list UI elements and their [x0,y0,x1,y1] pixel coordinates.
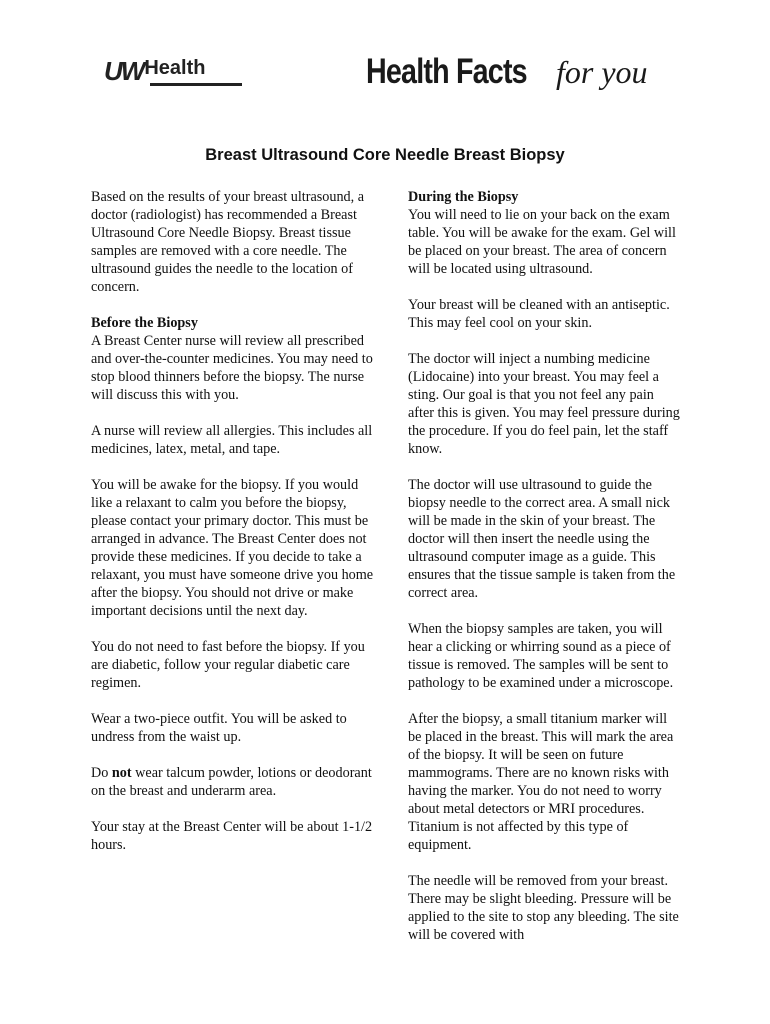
document-header [0,0,770,120]
before-biopsy-heading: Before the Biopsy [91,315,198,331]
during-biopsy-heading: During the Biopsy [408,189,519,205]
before-paragraph-2: A nurse will review all allergies. This includes all medicines, latex, metal, and tape. [91,423,373,457]
before-paragraph-6 [91,764,376,800]
logo-health-text: Health [144,57,206,79]
before-paragraph-1: A Breast Center nurse will review all prescribed and over-the-counter medicines. You may need to stop blood thinners before the biopsy. The nurse will discuss this with you. [91,333,373,403]
left-column [91,188,376,872]
during-paragraph-4: The doctor will use ultrasound to guide the biopsy needle to the correct area. A small nick will be made in the skin of your breast. The doctor will then insert the needle using the ultrasound computer image as a guide. This ensures that the tissue sample is taken from the correct area. [408,477,676,601]
during-paragraph-2: Your breast will be cleaned with an antiseptic. This may feel cool on your skin. [408,297,670,331]
p6-bold-not: not [111,765,132,781]
during-paragraph-6: After the biopsy, a small titanium marker will be placed in the breast. This will mark the area of the biopsy. It will be seen on future mammograms. There are no known risks with having the marker. You do not need to worry about metal detectors or MRI procedures. Titanium is not affected by this type of equipment. [408,711,674,853]
intro-paragraph: Based on the results of your breast ultrasound, a doctor (radiologist) has recommended a Breast Ultrasound Core Needle Biopsy. Breast tissue samples are removed with a core needle. The ultrasound guides the needle to the location of concern. [91,189,365,295]
during-paragraph-3: The doctor will inject a numbing medicine (Lidocaine) into your breast. You may feel a sting. Our goal is that you not feel any pain after this is given. You may feel pressure during the procedure. If you do feel pain, let the staff know. [408,351,680,457]
p6-post: wear talcum powder, lotions or deodorant on the breast and underarm area. [91,765,372,799]
logo-uw-text: UW [104,56,144,86]
health-facts-brand [366,52,648,92]
before-paragraph-4: You do not need to fast before the biopsy. If you are diabetic, follow your regular diabetic care regimen. [91,639,365,691]
before-paragraph-3: You will be awake for the biopsy. If you would like a relaxant to calm you before the biopsy, please contact your primary doctor. This must be arranged in advance. The Breast Center does not provide these medicines. If you decide to take a relaxant, you must have someone drive you home after the biopsy. You should not drive or make important decisions until the next day. [91,477,374,619]
during-paragraph-5: When the biopsy samples are taken, you will hear a clicking or whirring sound as a piece of tissue is removed. The samples will be sent to pathology to be examined under a microscope. [408,621,674,691]
document-title: Breast Ultrasound Core Needle Breast Biopsy [205,146,565,164]
before-paragraph-7: Your stay at the Breast Center will be about 1-1/2 hours. [91,819,373,853]
uw-health-logo [104,56,205,87]
brand-main-text: Health Facts [366,52,527,91]
logo-underline [150,83,242,86]
right-column [408,188,683,962]
before-paragraph-5: Wear a two-piece outfit. You will be asked to undress from the waist up. [91,711,347,745]
during-paragraph-1: You will need to lie on your back on the exam table. You will be awake for the exam. Gel will be placed on your breast. The area of concern will be located using ultrasound. [408,207,676,277]
p6-pre: Do [91,765,112,781]
brand-sub-text: for you [556,54,648,90]
during-paragraph-7: The needle will be removed from your breast. There may be slight bleeding. Pressure will be applied to the site to stop any bleeding. The site will be covered with [408,873,679,943]
